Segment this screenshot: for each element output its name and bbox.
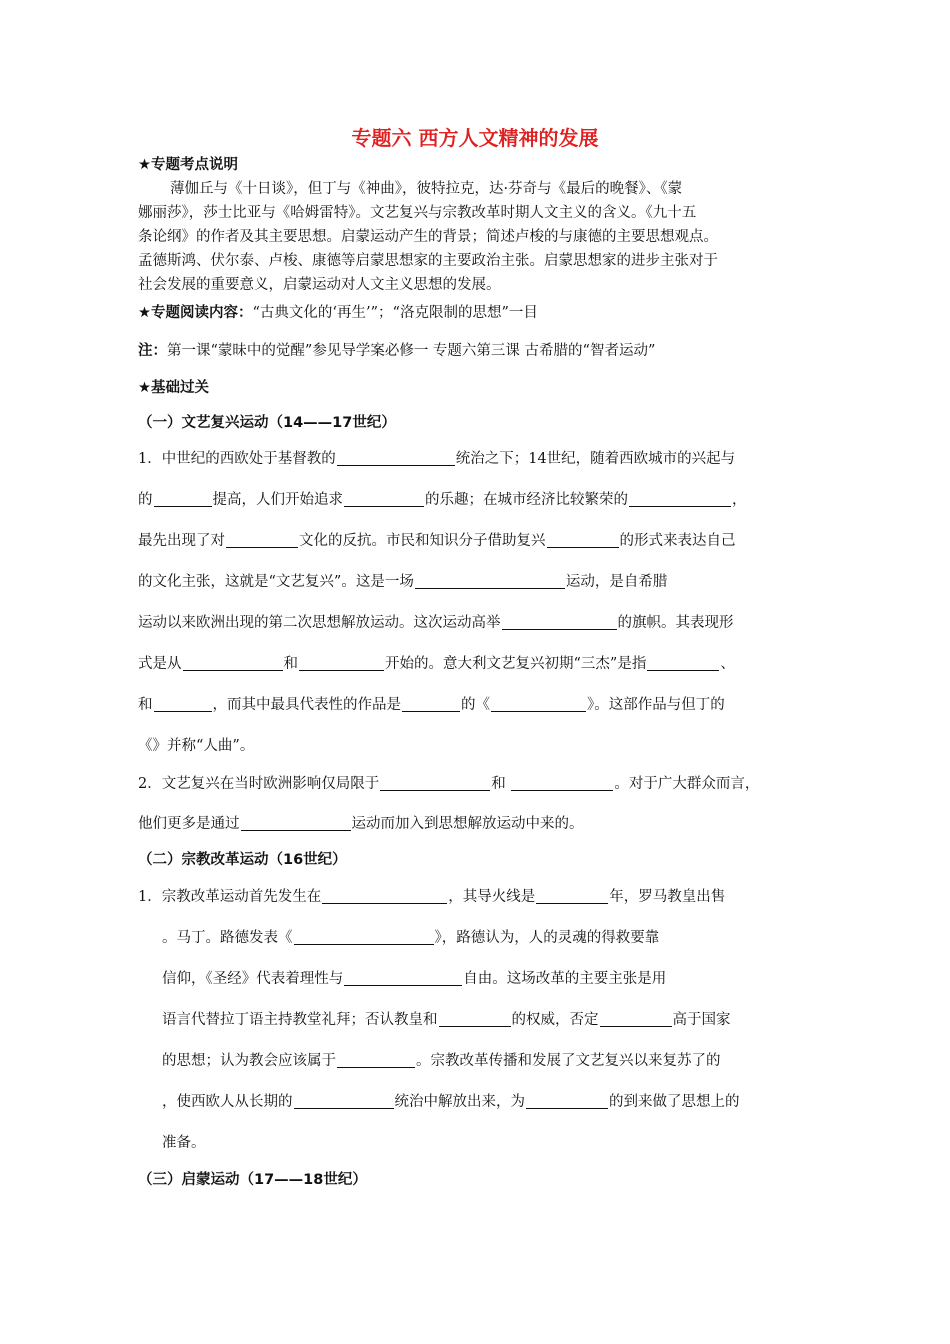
s2-text: 信仰，《圣经》代表着理性与 — [162, 971, 344, 987]
s2-text: 高于国家 — [672, 1012, 731, 1028]
kaodian-line: 社会发展的重要意义，启蒙运动对人文主义思想的发展。 — [138, 277, 501, 293]
s1-text: 1．中世纪的西欧处于基督教的 — [138, 451, 336, 467]
fill-blank[interactable] — [502, 615, 617, 630]
fill-blank[interactable] — [154, 492, 212, 507]
fill-blank[interactable] — [337, 451, 455, 466]
s2-line: 准备。 — [162, 1135, 206, 1151]
s2-text: 的权威，否定 — [511, 1012, 599, 1028]
s2-line — [162, 1049, 721, 1070]
s2-text: 统治中解放出来，为 — [394, 1094, 525, 1110]
reading-text: “古典文化的‘再生’”；“洛克限制的思想”一目 — [252, 305, 538, 321]
s1-text: 、 — [720, 656, 735, 672]
fill-blank[interactable] — [154, 697, 212, 712]
s2-line — [138, 885, 725, 906]
fill-blank[interactable] — [415, 574, 565, 589]
s1-text: 运动以来欧洲出现的第二次思想解放运动。这次运动高举 — [138, 615, 501, 631]
fill-blank[interactable] — [491, 697, 586, 712]
s1-text: 的旗帜。其表现形 — [617, 615, 734, 631]
kaodian-heading: ★专题考点说明 — [138, 157, 238, 173]
s1-text: 。对于广大群众而言， — [614, 776, 760, 792]
jichu-heading: ★基础过关 — [138, 380, 209, 396]
fill-blank[interactable] — [647, 656, 719, 671]
page-title: 专题六 西方人文精神的发展 — [351, 126, 599, 150]
s1-text: 最先出现了对 — [138, 533, 225, 549]
s2-text: 1．宗教改革运动首先发生在 — [138, 889, 322, 905]
s1-line — [138, 693, 725, 714]
fill-blank[interactable] — [322, 889, 447, 904]
s1-line: 《》并称“人曲”。 — [138, 738, 255, 754]
s1-text: 的《 — [461, 697, 490, 713]
kaodian-line: 薄伽丘与《十日谈》，但丁与《神曲》，彼特拉克，达·芬奇与《最后的晚餐》、《蒙 — [170, 181, 683, 197]
s1-text: 的乐趣；在城市经济比较繁荣的 — [425, 492, 628, 508]
fill-blank[interactable] — [439, 1012, 511, 1027]
note-line — [138, 339, 655, 360]
s1-line — [138, 447, 735, 468]
s2-text: 的思想；认为教会应该属于 — [162, 1053, 336, 1069]
reading-label: ★专题阅读内容： — [138, 305, 253, 321]
s1-text: 的形式来表达自己 — [619, 533, 736, 549]
section2-heading: （二）宗教改革运动（16世纪） — [138, 852, 347, 868]
s2-text: ，使西欧人从长期的 — [162, 1094, 293, 1110]
s2-text: 年，罗马教皇出售 — [609, 889, 726, 905]
s1-line — [138, 772, 759, 793]
fill-blank[interactable] — [241, 816, 351, 831]
s1-text: 运动，是自希腊 — [565, 574, 668, 590]
fill-blank[interactable] — [600, 1012, 672, 1027]
s1-text: 和 — [138, 697, 153, 713]
s1-text: 的文化主张，这就是“文艺复兴”。这是一场 — [138, 574, 414, 590]
fill-blank[interactable] — [402, 697, 460, 712]
s1-line — [138, 570, 667, 591]
section1-heading: （一）文艺复兴运动（14——17世纪） — [138, 415, 396, 431]
fill-blank[interactable] — [226, 533, 298, 548]
s2-text: 语言代替拉丁语主持教堂礼拜；否认教皇和 — [162, 1012, 438, 1028]
fill-blank[interactable] — [511, 776, 613, 791]
s1-line — [138, 812, 584, 833]
s2-text: 的到来做了思想上的 — [609, 1094, 740, 1110]
s1-text: 开始的。意大利文艺复兴初期“三杰”是指 — [385, 656, 647, 672]
s1-text: ，而其中最具代表性的作品是 — [212, 697, 401, 713]
fill-blank[interactable] — [547, 533, 619, 548]
section3-heading: （三）启蒙运动（17——18世纪） — [138, 1172, 367, 1188]
s1-text: 和 — [283, 656, 298, 672]
s2-text: 。宗教改革传播和发展了文艺复兴以来复苏了的 — [416, 1053, 721, 1069]
s2-text: ，其导火线是 — [448, 889, 536, 905]
fill-blank[interactable] — [629, 492, 731, 507]
fill-blank[interactable] — [536, 889, 608, 904]
s1-line — [138, 611, 734, 632]
s1-text: 和 — [491, 776, 506, 792]
s2-text: 》，路德认为，人的灵魂的得救要靠 — [434, 930, 660, 946]
s1-text: 式是从 — [138, 656, 182, 672]
s2-line — [162, 1008, 731, 1029]
s2-text: 自由。这场改革的主要主张是用 — [463, 971, 667, 987]
note-label: 注： — [138, 343, 167, 359]
s1-line — [138, 488, 747, 509]
s1-text: 文化的反抗。市民和知识分子借助复兴 — [299, 533, 546, 549]
s1-text: 》。这部作品与但丁的 — [587, 697, 725, 713]
s2-line — [162, 967, 666, 988]
fill-blank[interactable] — [344, 492, 424, 507]
s1-text: 统治之下；14世纪，随着西欧城市的兴起与 — [455, 451, 736, 467]
kaodian-line: 条论纲》的作者及其主要思想。启蒙运动产生的背景；简述卢梭的与康德的主要思想观点。 — [138, 229, 718, 245]
kaodian-line: 娜丽莎》，莎士比亚与《哈姆雷特》。文艺复兴与宗教改革时期人文主义的含义。《九十五 — [138, 205, 697, 221]
fill-blank[interactable] — [526, 1094, 608, 1109]
reading-line — [138, 301, 538, 322]
fill-blank[interactable] — [294, 930, 434, 945]
s2-line — [162, 1090, 740, 1111]
fill-blank[interactable] — [337, 1053, 415, 1068]
s2-line — [162, 926, 659, 947]
fill-blank[interactable] — [183, 656, 283, 671]
s1-text: 运动而加入到思想解放运动中来的。 — [351, 816, 584, 832]
fill-blank[interactable] — [294, 1094, 394, 1109]
s1-text: 的 — [138, 492, 153, 508]
kaodian-line: 孟德斯鸿、伏尔泰、卢梭、康德等启蒙思想家的主要政治主张。启蒙思想家的进步主张对于 — [138, 253, 718, 269]
s2-text: 。马丁。路德发表《 — [162, 930, 293, 946]
s1-text: 他们更多是通过 — [138, 816, 240, 832]
fill-blank[interactable] — [344, 971, 462, 986]
s1-line — [138, 529, 736, 550]
fill-blank[interactable] — [299, 656, 384, 671]
note-text: 第一课“蒙昧中的觉醒”参见导学案必修一 专题六第三课 古希腊的“智者运动” — [167, 343, 656, 359]
s1-text: 2．文艺复兴在当时欧洲影响仅局限于 — [138, 776, 380, 792]
s1-text: 提高，人们开始追求 — [212, 492, 343, 508]
s1-text: ， — [732, 492, 747, 508]
s1-line — [138, 652, 735, 673]
fill-blank[interactable] — [380, 776, 490, 791]
